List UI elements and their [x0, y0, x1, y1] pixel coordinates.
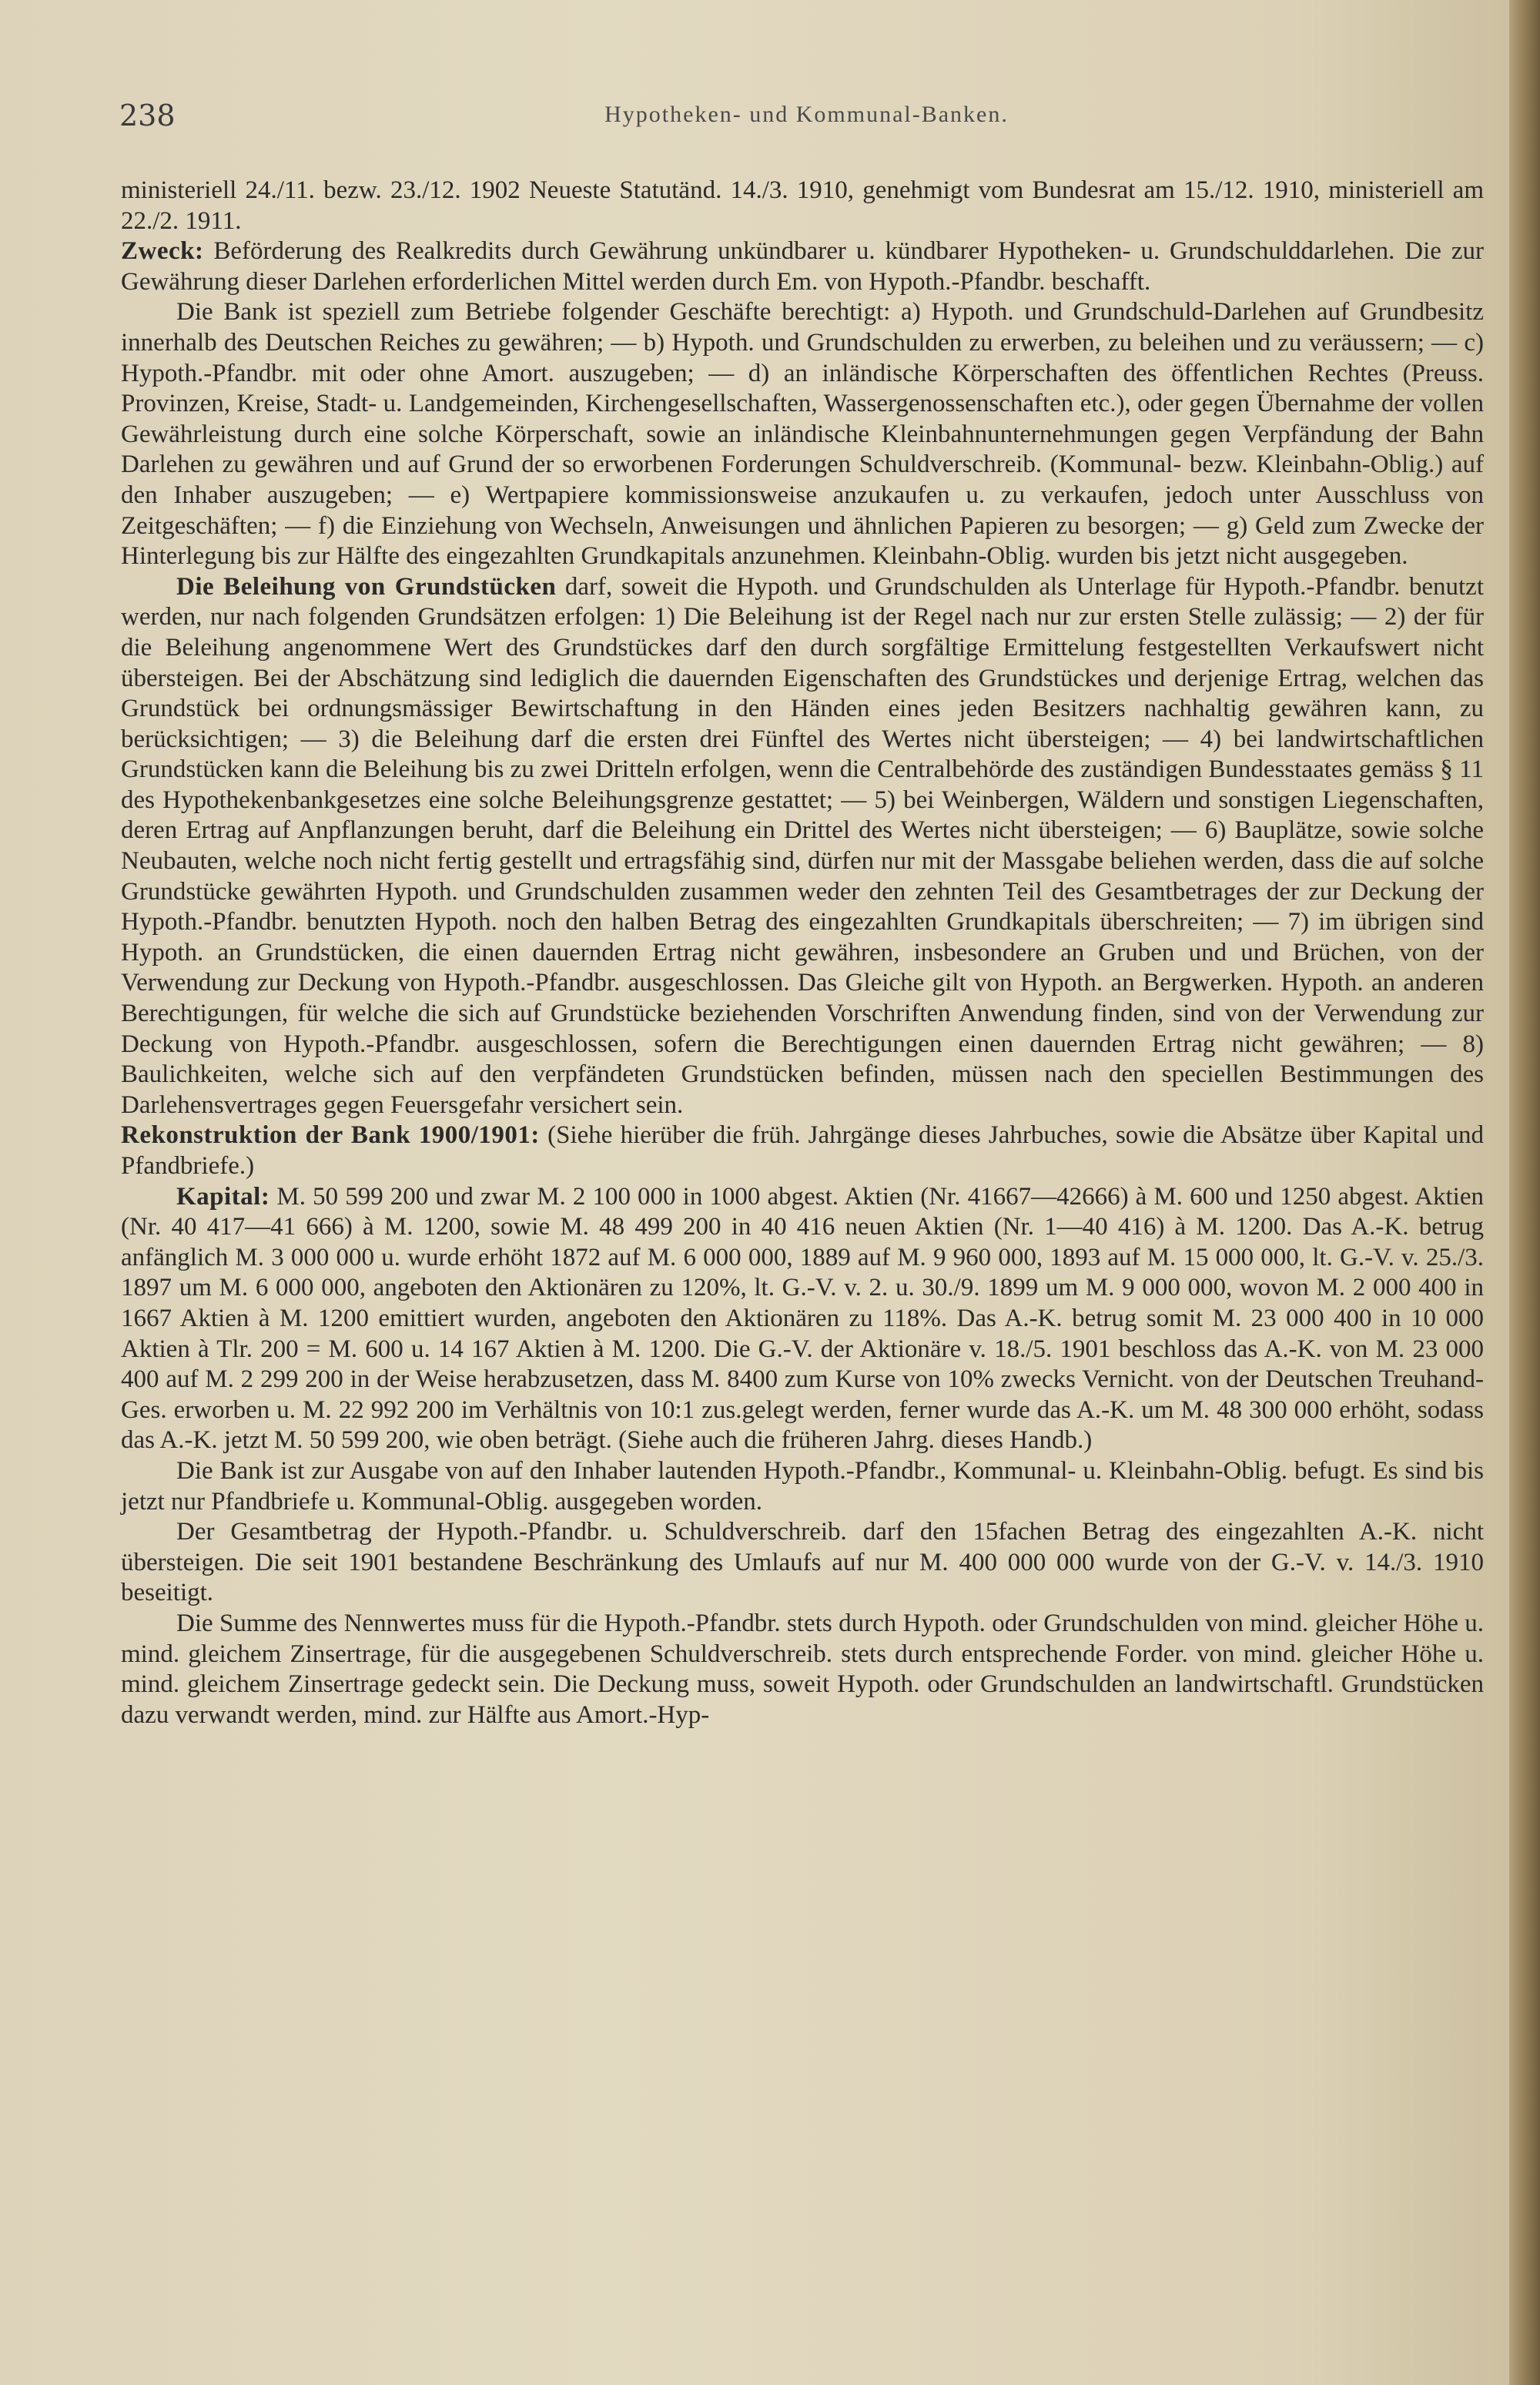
- book-spine-shadow: [1509, 0, 1540, 2385]
- heading-zweck: Zweck:: [121, 237, 204, 266]
- paragraph-statute: ministeriell 24./11. bezw. 23./12. 1902 Neueste Statutänd. 14./3. 1910, genehmigt vom Bundesrat am 15./12. 1910, ministeriell am 22./2. 1911.: [121, 176, 1484, 235]
- paragraph-zweck: Zweck: Beförderung des Realkredits durch Gewährung unkündbarer u. kündbarer Hypotheken- u. Grundschulddarlehen. Die zur Gewährung dieser Darlehen erforderlichen Mittel werden durch Em. von Hypoth.-Pfandbr. beschafft.: [121, 237, 1484, 296]
- heading-rekonstruktion: Rekonstruktion der Bank 1900/1901:: [121, 1121, 540, 1150]
- heading-beleihung: Die Beleihung von Grundstücken: [176, 572, 557, 601]
- paragraph-gesamtbetrag: Der Gesamtbetrag der Hypoth.-Pfandbr. u. Schuldverschreib. darf den 15fachen Betrag des eingezahlten A.-K. nicht übersteigen. Die seit 1901 bestandene Beschränkung des Umlaufs auf nur M. 400 000 000 wurde von der G.-V. v. 14./3. 1910 beseitigt.: [121, 1518, 1484, 1607]
- paragraph-deckung: Die Summe des Nennwertes muss für die Hypoth.-Pfandbr. stets durch Hypoth. oder Grundschulden von mind. gleicher Höhe u. mind. gleichem Zinsertrage, für die ausgegebenen Schuldverschreib. stets durch entsprechende Forder. von mind. gleicher Höhe u. mind. gleichem Zinsertrage gedeckt sein. Die Deckung muss, soweit Hypoth. oder Grundschulden an landwirtschaftl. Grundstücken dazu verwandt werden, mind. zur Hälfte aus Amort.-Hyp-: [121, 1609, 1484, 1729]
- heading-kapital: Kapital:: [176, 1182, 270, 1211]
- running-title: Hypotheken- und Kommunal-Banken.: [604, 102, 1009, 127]
- page-header: [119, 99, 1494, 145]
- paragraph-beleihung: Die Beleihung von Grundstücken darf, soweit die Hypoth. und Grundschulden als Unterlage für Hypoth.-Pfandbr. benutzt werden, nur nach folgenden Grundsätzen erfolgen: 1) Die Beleihung ist der Regel nach nur zur ersten Stelle zulässig; — 2) der für die Beleihung angenommene Wert des Grundstückes darf den durch sorgfältige Ermittelung festgestellten Verkaufswert nicht übersteigen. Bei der Abschätzung sind lediglich die dauernden Eigenschaften des Grundstückes und derjenige Ertrag, welchen das Grundstück bei ordnungsmässiger Bewirtschaftung in den Händen eines jeden Besitzers nachhaltig gewähren kann, zu berücksichtigen; — 3) die Beleihung darf die ersten drei Fünftel des Wertes nicht übersteigen; — 4) bei landwirtschaftlichen Grundstücken kann die Beleihung bis zu zwei Dritteln erfolgen, wenn die Centralbehörde des zuständigen Bundesstaates gemäss § 11 des Hypothekenbankgesetzes eine solche Beleihungsgrenze gestattet; — 5) bei Weinbergen, Wäldern und sonstigen Liegenschaften, deren Ertrag auf Anpflanzungen beruht, darf die Beleihung ein Drittel des Wertes nicht übersteigen; — 6) Bauplätze, sowie solche Neubauten, welche noch nicht fertig gestellt und ertragsfähig sind, dürfen nur mit der Massgabe beliehen werden, dass die auf solche Grundstücke gewährten Hypoth. und Grundschulden zusammen weder den zehnten Teil des Gesamtbetrages der zur Deckung der Hypoth.-Pfandbr. benutzten Hypoth. noch den halben Betrag des eingezahlten Grundkapitals überschreiten; — 7) im übrigen sind Hypoth. an Grundstücken, die einen dauernden Ertrag nicht gewähren, insbesondere an Gruben und und Brüchen, von der Verwendung zur Deckung von Hypoth.-Pfandbr. ausgeschlossen. Das Gleiche gilt von Hypoth. an Bergwerken. Hypoth. an anderen Berechtigungen, für welche die sich auf Grundstücke beziehenden Vorschriften Anwendung finden, sind von der Verwendung zur Deckung von Hypoth.-Pfandbr. ausgeschlossen, sofern die Berechtigungen einen dauernden Ertrag nicht gewähren; — 8) Baulichkeiten, welche sich auf den verpfändeten Grundstücken befinden, müssen nach den speciellen Bestimmungen des Darlehensvertrages gegen Feuersgefahr versichert sein.: [121, 572, 1484, 1119]
- page-number: 238: [119, 99, 176, 132]
- paragraph-geschaefte: Die Bank ist speziell zum Betriebe folgender Geschäfte berechtigt: a) Hypoth. und Grundschuld-Darlehen auf Grundbesitz innerhalb des Deutschen Reiches zu gewähren; — b) Hypoth. und Grundschulden zu erwerben, zu beleihen und zu veräussern; — c) Hypoth.-Pfandbr. mit oder ohne Amort. auszugeben; — d) an inländische Körperschaften des öffentlichen Rechtes (Preuss. Provinzen, Kreise, Stadt- u. Landgemeinden, Kirchengesellschaften, Wassergenossenschaften etc.), oder gegen Übernahme der vollen Gewährleistung durch eine solche Körperschaft, sowie an inländische Kleinbahnunternehmungen gegen Verpfändung der Bahn Darlehen zu gewähren und auf Grund der so erworbenen Forderungen Schuldverschreib. (Kommunal- bezw. Kleinbahn-Oblig.) auf den Inhaber auszugeben; — e) Wertpapiere kommissionsweise anzukaufen u. zu verkaufen, jedoch unter Ausschluss von Zeitgeschäften; — f) die Einziehung von Wechseln, Anweisungen und ähnlichen Papieren zu besorgen; — g) Geld zum Zwecke der Hinterlegung bis zur Hälfte des eingezahlten Grundkapitals anzunehmen. Kleinbahn-Oblig. wurden bis jetzt nicht ausgegeben.: [121, 298, 1484, 571]
- body-text: [121, 176, 1484, 1730]
- paragraph-rekonstruktion: Rekonstruktion der Bank 1900/1901: (Siehe hierüber die früh. Jahrgänge dieses Jahrbuches, sowie die Absätze über Kapital und Pfandbriefe.): [121, 1121, 1484, 1180]
- paragraph-ausgabe: Die Bank ist zur Ausgabe von auf den Inhaber lautenden Hypoth.-Pfandbr., Kommunal- u. Kleinbahn-Oblig. befugt. Es sind bis jetzt nur Pfandbriefe u. Kommunal-Oblig. ausgegeben worden.: [121, 1456, 1484, 1516]
- paragraph-kapital: Kapital: M. 50 599 200 und zwar M. 2 100 000 in 1000 abgest. Aktien (Nr. 41667—42666) à M. 600 und 1250 abgest. Aktien (Nr. 40 417—41 666) à M. 1200, sowie M. 48 499 200 in 40 416 neuen Aktien (Nr. 1—40 416) à M. 1200. Das A.-K. betrug anfänglich M. 3 000 000 u. wurde erhöht 1872 auf M. 6 000 000, 1889 auf M. 9 960 000, 1893 auf M. 15 000 000, lt. G.-V. v. 25./3. 1897 um M. 6 000 000, angeboten den Aktionären zu 120%, lt. G.-V. v. 2. u. 30./9. 1899 um M. 9 000 000, wovon M. 2 000 400 in 1667 Aktien à M. 1200 emittiert wurden, angeboten den Aktionären zu 118%. Das A.-K. betrug somit M. 23 000 400 in 10 000 Aktien à Tlr. 200 = M. 600 u. 14 167 Aktien à M. 1200. Die G.-V. der Aktionäre v. 18./5. 1901 beschloss das A.-K. von M. 23 000 400 auf M. 2 299 200 in der Weise herabzusetzen, dass M. 8400 zum Kurse von 10% zwecks Vernicht. von der Deutschen Treuhand-Ges. erworben u. M. 22 992 200 im Verhältnis von 10:1 zus.gelegt werden, ferner wurde das A.-K. um M. 48 300 000 erhöht, sodass das A.-K. jetzt M. 50 599 200, wie oben beträgt. (Siehe auch die früheren Jahrg. dieses Handb.): [121, 1182, 1484, 1455]
